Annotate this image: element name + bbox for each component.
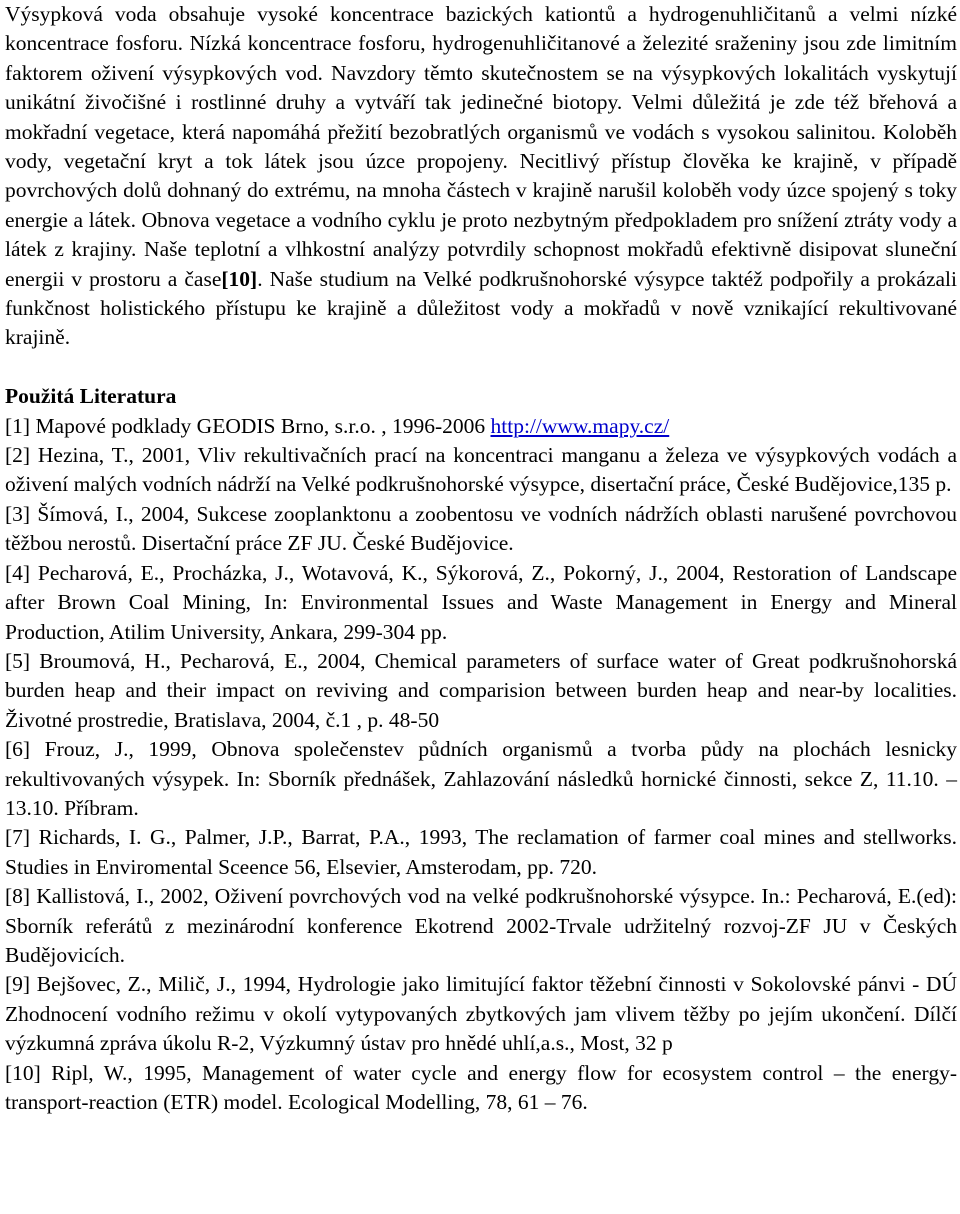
reference-item-4: [4] Pecharová, E., Procházka, J., Wotavová, K., Sýkorová, Z., Pokorný, J., 2004, Restoration of Landscape after Brown Coal Mining, In: Environmental Issues and Waste Management in Energy and Mineral Production, Atilim University, Ankara, 299-304 pp. <box>5 560 957 644</box>
reference-item-7: [7] Richards, I. G., Palmer, J.P., Barrat, P.A., 1993, The reclamation of farmer coal mines and stellworks. Studies in Enviromental Sceence 56, Elsevier, Amsterodam, pp. 720. <box>5 825 957 879</box>
reference-link[interactable]: http://www.mapy.cz/ <box>490 413 670 438</box>
reference-item-1 <box>5 412 957 441</box>
body-text: Výsypková voda obsahuje vysoké koncentrace bazických kationtů a hydrogenuhličitanů a velmi nízké koncentrace fosforu. Nízká koncentrace fosforu, hydrogenuhličitanové a železité sraženiny jsou zde limitním faktorem oživení výsypkových vod. Navzdory těmto skutečnostem se na výsypkových lokalitách vyskytují unikátní živočišné i rostlinné druhy a vytváří tak jedinečné biotopy. Velmi důležitá je zde též břehová a mokřadní vegetace, která napomáhá přežití bezobratlých organismů ve vodách s vysokou salinitou. Koloběh vody, vegetační kryt a tok látek jsou úzce propojeny. Necitlivý přístup člověka ke krajině, v případě povrchových dolů dohnaný do extrému, na mnoha částech v krajině narušil koloběh vody úzce spojený s toky energie a látek. Obnova vegetace a vodního cyklu je proto nezbytným předpokladem pro snížení ztráty vody a látek z krajiny. Naše teplotní a vlhkostní analýzy potvrdily schopnost mokřadů efektivně disipovat sluneční energii v prostoru a čase <box>5 2 957 291</box>
reference-item-3: [3] Šímová, I., 2004, Sukcese zooplanktonu a zoobentosu ve vodních nádržích oblasti narušené povrchovou těžbou nerostů. Disertační práce ZF JU. České Budějovice. <box>5 501 957 556</box>
body-text-continued: . Naše studium na Velké podkrušnohorské výsypce taktéž podpořily a prokázali funkčnost holistického přístupu ke krajině a důležitost vody a mokřadů v nově vznikající rekultivované krajině. <box>5 266 957 350</box>
reference-item-9: [9] Bejšovec, Z., Milič, J., 1994, Hydrologie jako limitující faktor těžební činnosti v Sokolovské pánvi - DÚ Zhodnocení vodního režimu v okolí vytypovaných zbytkových jam vlivem těžby po jejím ukončení. Dílčí výzkumná zpráva úkolu R-2, Výzkumný ústav pro hnědé uhlí,a.s., Most, 32 p <box>5 972 957 1056</box>
reference-text: [1] Mapové podklady GEODIS Brno, s.r.o. , 1996-2006 <box>5 413 491 438</box>
reference-item-6: [6] Frouz, J., 1999, Obnova společenstev půdních organismů a tvorba půdy na plochách lesnicky rekultivovaných výsypek. In: Sborník přednášek, Zahlazování následků hornické činnosti, sekce Z, 11.10. – 13.10. Příbram. <box>5 737 957 820</box>
citation-marker[interactable]: [10] <box>221 266 258 291</box>
references-heading: Použitá Literatura <box>5 384 177 409</box>
reference-item-10: [10] Ripl, W., 1995, Management of water cycle and energy flow for ecosystem control – the energy-transport-reaction (ETR) model. Ecological Modelling, 78, 61 – 76. <box>5 1060 957 1115</box>
body-paragraph <box>5 0 957 353</box>
reference-item-2: [2] Hezina, T., 2001, Vliv rekultivačních prací na koncentraci manganu a železa ve výsypkových vodách a oživení malých vodních nádrží na Velké podkrušnohorské výsypce, disertační práce, České Budějovice,135 p. <box>5 443 957 497</box>
reference-item-5: [5] Broumová, H., Pecharová, E., 2004, Chemical parameters of surface water of Great podkrušnohorská burden heap and their impact on reviving and comparision between burden heap and near-by localities. Životné prostredie, Bratislava, 2004, č.1 , p. 48-50 <box>5 648 957 732</box>
reference-item-8: [8] Kallistová, I., 2002, Oživení povrchových vod na velké podkrušnohorské výsypce. In.: Pecharová, E.(ed): Sborník referátů z mezinárodní konference Ekotrend 2002-Trvale udržitelný rozvoj-ZF JU v Českých Budějovicích. <box>5 884 957 967</box>
